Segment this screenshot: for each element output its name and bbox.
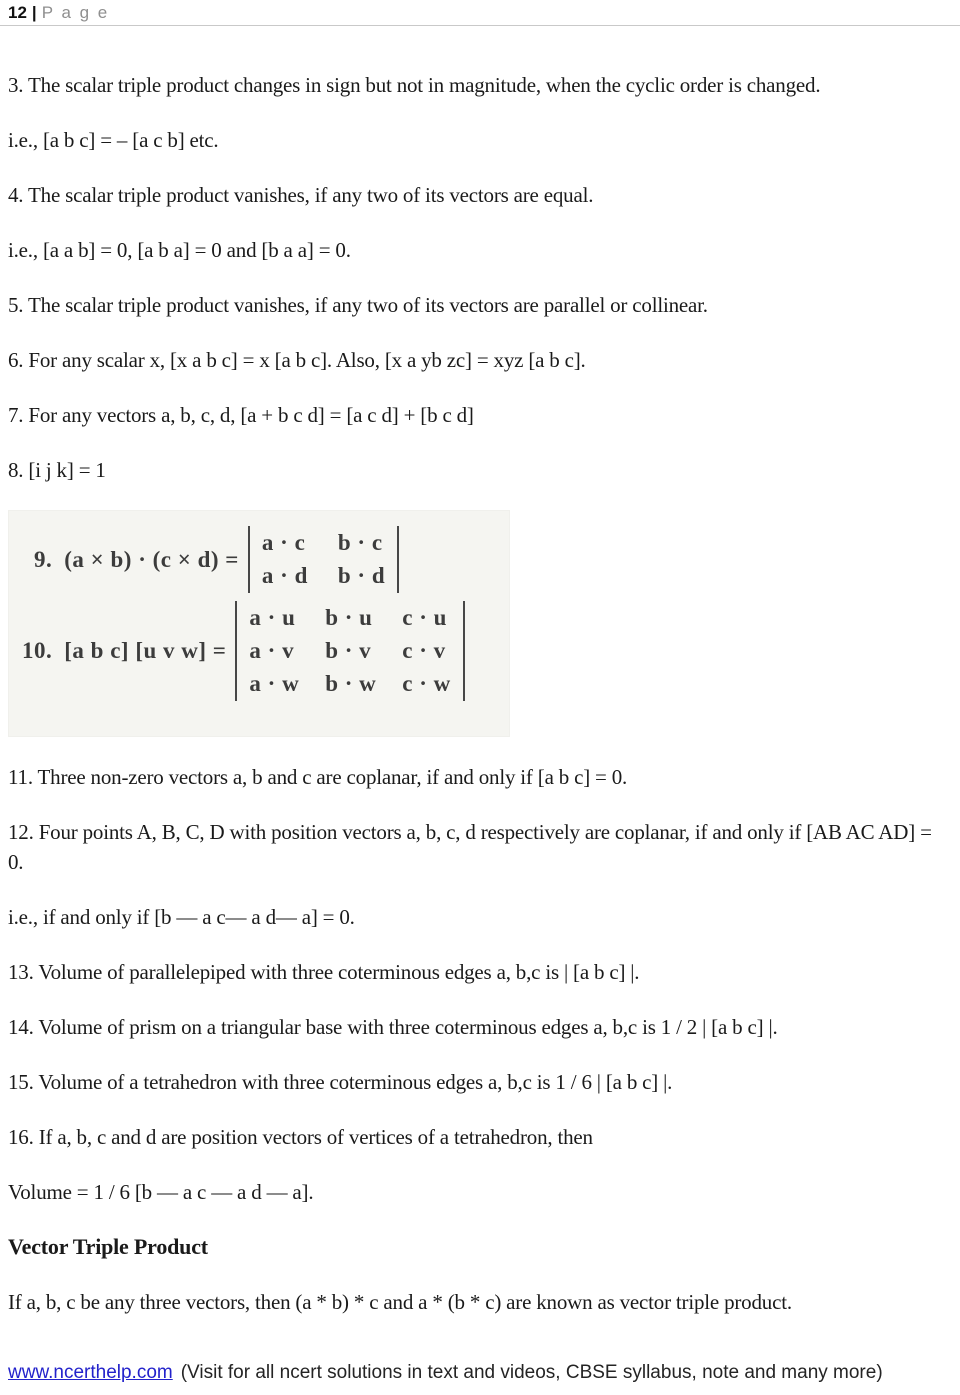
matrix-cell: c · u: [402, 605, 447, 630]
equation-9: [34, 526, 510, 593]
paragraph-item-13: 13. Volume of parallelepiped with three coterminous edges a, b,c is | [a b c] |.: [8, 960, 640, 984]
paragraph-item-7: 7. For any vectors a, b, c, d, [a + b c d] = [a c d] + [b c d]: [8, 403, 474, 427]
paragraph-item-3-note: i.e., [a b c] = – [a c b] etc.: [8, 128, 219, 152]
equation-10-label: 10.: [22, 638, 53, 663]
paragraph-item-11: 11. Three non-zero vectors a, b and c are coplanar, if and only if [a b c] = 0.: [8, 765, 628, 789]
matrix-cell: c · v: [402, 638, 446, 663]
equation-9-label: 9.: [34, 546, 53, 572]
equation-9-lhs: (a × b) · (c × d) =: [64, 546, 239, 572]
formula-scan-image: [8, 510, 510, 737]
equation-10: [22, 601, 510, 701]
ncerthelp-link[interactable]: www.ncerthelp.com: [8, 1362, 173, 1383]
matrix-cell: b · d: [337, 563, 386, 588]
matrix-cell: a · v: [249, 638, 295, 663]
equation-10-lhs: [a b c] [u v w] =: [64, 638, 227, 663]
document-body: [0, 26, 960, 1342]
paragraph-vector-triple-product-intro: If a, b, c be any three vectors, then (a * b) * c and a * (b * c) are known as vector triple product.: [8, 1290, 792, 1314]
matrix-cell: a · c: [261, 530, 306, 555]
footer-note: (Visit for all ncert solutions in text and videos, CBSE syllabus, note and many more): [180, 1362, 883, 1383]
paragraph-item-12-note: i.e., if and only if [b — a c— a d— a] = 0.: [8, 905, 355, 929]
paragraph-volume-formula: Volume = 1 / 6 [b — a c — a d — a].: [8, 1180, 314, 1204]
header-separator: |: [31, 3, 37, 22]
paragraph-item-3: 3. The scalar triple product changes in sign but not in magnitude, when the cyclic order is changed.: [8, 73, 821, 97]
matrix-cell: b · u: [325, 605, 373, 630]
paragraph-item-4-note: i.e., [a a b] = 0, [a b a] = 0 and [b a a] = 0.: [8, 238, 351, 262]
equation-9-determinant: [248, 526, 399, 593]
equation-10-determinant: [235, 601, 464, 701]
paragraph-item-4: 4. The scalar triple product vanishes, if any two of its vectors are equal.: [8, 183, 594, 207]
page-footer: [8, 1362, 960, 1384]
paragraph-item-15: 15. Volume of a tetrahedron with three coterminous edges a, b,c is 1 / 6 | [a b c] |.: [8, 1070, 673, 1094]
matrix-cell: b · w: [325, 671, 377, 696]
page-number: 12: [8, 3, 27, 22]
page-label: P a g e: [41, 3, 110, 22]
matrix-cell: a · u: [249, 605, 296, 630]
paragraph-item-6: 6. For any scalar x, [x a b c] = x [a b c]. Also, [x a yb zc] = xyz [a b c].: [8, 348, 586, 372]
page-header: [0, 0, 960, 26]
paragraph-item-8: 8. [i j k] = 1: [8, 458, 106, 482]
matrix-cell: b · c: [337, 530, 383, 555]
paragraph-item-14: 14. Volume of prism on a triangular base with three coterminous edges a, b,c is 1 / 2 | [a b c] |.: [8, 1015, 778, 1039]
paragraph-item-12: 12. Four points A, B, C, D with position vectors a, b, c, d respectively are coplanar, if and only if [AB AC AD] = 0.: [8, 820, 932, 874]
paragraph-item-16: 16. If a, b, c and d are position vectors of vertices of a tetrahedron, then: [8, 1125, 593, 1149]
matrix-cell: b · v: [325, 638, 372, 663]
section-heading-vector-triple-product: Vector Triple Product: [8, 1234, 208, 1259]
matrix-cell: c · w: [402, 671, 451, 696]
matrix-cell: a · w: [249, 671, 300, 696]
paragraph-item-5: 5. The scalar triple product vanishes, if any two of its vectors are parallel or collinear.: [8, 293, 708, 317]
matrix-cell: a · d: [261, 563, 308, 588]
